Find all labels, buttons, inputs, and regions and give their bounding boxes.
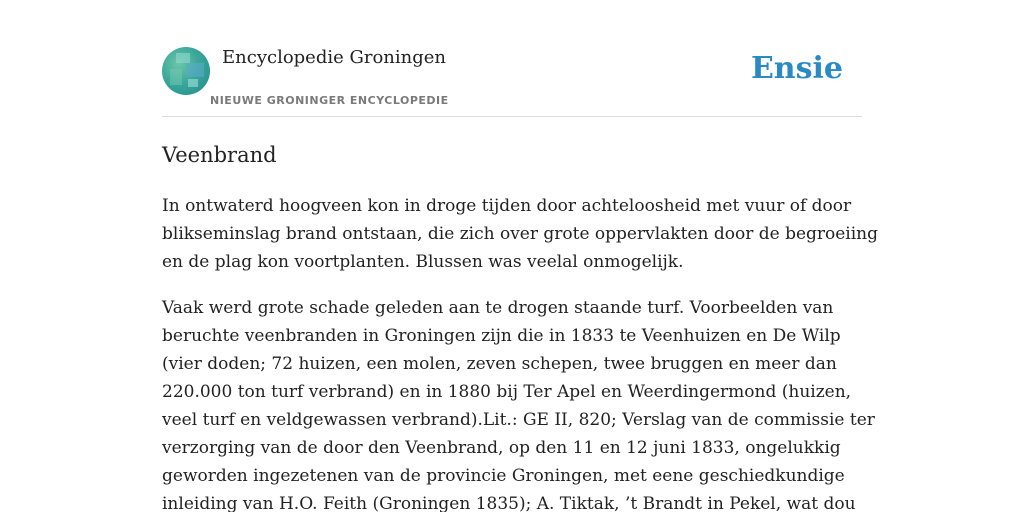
paragraph-line: veel turf en veldgewassen verbrand).Lit.: GE II, 820; Verslag van de commissie ter (162, 410, 875, 430)
article-body (162, 192, 879, 512)
ensie-brand-logo[interactable]: Ensie (750, 51, 843, 86)
encyclopedie-groningen-logo-icon[interactable] (162, 47, 210, 95)
paragraph-line: Vaak werd grote schade geleden aan te drogen staande turf. Voorbeelden van (162, 298, 834, 318)
site-header (162, 46, 862, 117)
site-subtitle: NIEUWE GRONINGER ENCYCLOPEDIE (210, 94, 449, 107)
paragraph-line: In ontwaterd hoogveen kon in droge tijden door achteloosheid met vuur of door (162, 196, 852, 216)
paragraph-line: bliksеminslag brand ontstaan, die zich over grote oppervlakten door de begroeiing (162, 224, 879, 244)
paragraph-line: (vier doden; 72 huizen, een molen, zeven schepen, twee bruggen en meer dan (162, 354, 837, 374)
paragraph-line: 220.000 ton turf verbrand) en in 1880 bij Ter Apel en Weerdingermond (huizen, (162, 382, 852, 402)
paragraph-line: beruchte veenbranden in Groningen zijn die in 1833 te Veenhuizen en De Wilp (162, 326, 841, 346)
site-title[interactable]: Encyclopedie Groningen (222, 47, 447, 68)
paragraph-line: geworden ingezetenen van de provincie Groningen, met eene geschiedkundige (162, 466, 845, 486)
article-paragraph-1 (162, 192, 879, 276)
article-title: Veenbrand (162, 143, 277, 167)
paragraph-line: inleiding van H.O. Feith (Groningen 1835); A. Tiktak, ’t Brandt in Pekel, wat dou (162, 494, 856, 512)
paragraph-line: verzorging van de door den Veenbrand, op den 11 en 12 juni 1833, ongelukkig (162, 438, 841, 458)
article-paragraph-2 (162, 294, 875, 512)
paragraph-line: en de plag kon voortplanten. Blussen was veelal onmogelijk. (162, 252, 684, 272)
